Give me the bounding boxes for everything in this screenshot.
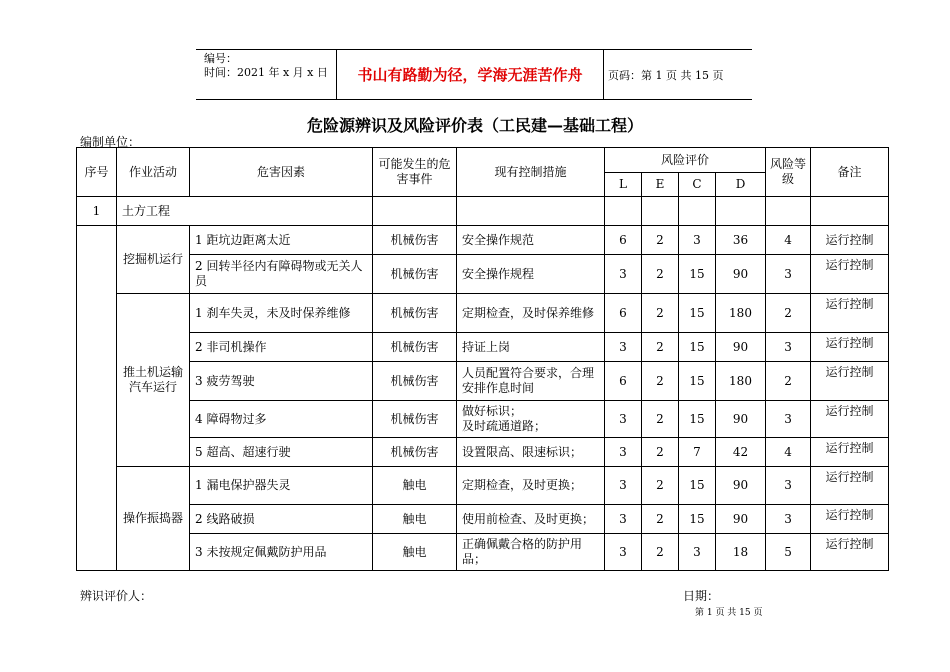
code-label: 编号：	[204, 52, 237, 65]
C-cell: 15	[679, 467, 716, 505]
page-label: 页码：第 1 页 共 15 页	[608, 68, 724, 82]
measure-cell: 定期检查，及时保养维修	[457, 294, 605, 333]
E-cell: 2	[642, 401, 679, 438]
measure-cell: 持证上岗	[457, 333, 605, 362]
E-cell: 2	[642, 255, 679, 294]
event-cell: 机械伤害	[373, 438, 457, 467]
hazard-cell: 2 回转半径内有障碍物或无关人员	[190, 255, 373, 294]
table-row	[77, 505, 889, 534]
level-cell: 3	[766, 401, 811, 438]
L-cell: 3	[605, 534, 642, 571]
C-cell: 15	[679, 255, 716, 294]
C-cell: 15	[679, 505, 716, 534]
section-name: 土方工程	[117, 197, 373, 226]
note-cell: 运行控制	[811, 333, 889, 362]
level-cell: 3	[766, 505, 811, 534]
evaluator-label: 辨识评价人：	[80, 589, 153, 603]
measure-cell: 安全操作规范	[457, 226, 605, 255]
event-cell: 触电	[373, 505, 457, 534]
E-cell: 2	[642, 294, 679, 333]
level-cell: 3	[766, 333, 811, 362]
hazard-cell: 4 障碍物过多	[190, 401, 373, 438]
table-row	[77, 534, 889, 571]
hazard-cell: 2 非司机操作	[190, 333, 373, 362]
D-cell: 180	[716, 362, 766, 401]
header-note: 备注	[811, 148, 889, 197]
table-row	[77, 467, 889, 505]
header-risk-eval: 风险评价	[605, 148, 766, 173]
D-cell: 90	[716, 401, 766, 438]
note-cell: 运行控制	[811, 534, 889, 571]
unit-label: 编制单位：	[80, 135, 141, 149]
D-cell: 90	[716, 333, 766, 362]
C-cell: 3	[679, 534, 716, 571]
C-cell: 3	[679, 226, 716, 255]
header-hazard: 危害因素	[190, 148, 373, 197]
level-cell: 2	[766, 362, 811, 401]
L-cell: 6	[605, 362, 642, 401]
event-cell: 机械伤害	[373, 401, 457, 438]
level-cell: 3	[766, 255, 811, 294]
D-cell: 90	[716, 505, 766, 534]
date-label: 日期：	[683, 589, 720, 603]
note-cell: 运行控制	[811, 255, 889, 294]
hazard-cell: 1 漏电保护器失灵	[190, 467, 373, 505]
note-cell: 运行控制	[811, 362, 889, 401]
hazard-cell: 5 超高、超速行驶	[190, 438, 373, 467]
activity-cell: 挖掘机运行	[117, 226, 190, 294]
table-row	[77, 294, 889, 333]
table-row	[77, 362, 889, 401]
L-cell: 3	[605, 467, 642, 505]
E-cell: 2	[642, 438, 679, 467]
measure-cell: 定期检查，及时更换；	[457, 467, 605, 505]
measure-cell: 使用前检查、及时更换；	[457, 505, 605, 534]
hazard-cell: 1 刹车失灵，未及时保养维修	[190, 294, 373, 333]
header-E: E	[642, 173, 679, 197]
level-cell: 5	[766, 534, 811, 571]
C-cell: 15	[679, 333, 716, 362]
time-label: 时间：2021 年 x 月 x 日	[204, 66, 328, 79]
hazard-cell: 3 疲劳驾驶	[190, 362, 373, 401]
hazard-cell: 1 距坑边距离太近	[190, 226, 373, 255]
risk-table	[76, 147, 889, 571]
L-cell: 3	[605, 333, 642, 362]
measure-cell: 人员配置符合要求，合理安排作息时间	[457, 362, 605, 401]
C-cell: 7	[679, 438, 716, 467]
measure-cell: 安全操作规程	[457, 255, 605, 294]
table-row	[77, 255, 889, 294]
page-number: 第 1 页 共 15 页	[695, 608, 763, 618]
header-level: 风险等级	[766, 148, 811, 197]
L-cell: 6	[605, 294, 642, 333]
level-cell: 3	[766, 467, 811, 505]
note-cell: 运行控制	[811, 438, 889, 467]
header-C: C	[679, 173, 716, 197]
event-cell: 机械伤害	[373, 362, 457, 401]
note-cell: 运行控制	[811, 294, 889, 333]
D-cell: 180	[716, 294, 766, 333]
header-L: L	[605, 173, 642, 197]
activity-cell: 推土机运输汽车运行	[117, 294, 190, 467]
event-cell: 机械伤害	[373, 333, 457, 362]
table-row	[77, 226, 889, 255]
L-cell: 3	[605, 505, 642, 534]
E-cell: 2	[642, 534, 679, 571]
level-cell: 2	[766, 294, 811, 333]
D-cell: 42	[716, 438, 766, 467]
activity-cell: 操作振捣器	[117, 467, 190, 571]
hazard-cell: 2 线路破损	[190, 505, 373, 534]
header-activity: 作业活动	[117, 148, 190, 197]
event-cell: 触电	[373, 467, 457, 505]
L-cell: 3	[605, 401, 642, 438]
document-header	[196, 49, 752, 100]
measure-cell: 正确佩戴合格的防护用品；	[457, 534, 605, 571]
table-row	[77, 333, 889, 362]
C-cell: 15	[679, 294, 716, 333]
E-cell: 2	[642, 505, 679, 534]
header-info	[196, 50, 336, 99]
header-D: D	[716, 173, 766, 197]
section-no: 1	[77, 197, 117, 226]
L-cell: 3	[605, 255, 642, 294]
note-cell: 运行控制	[811, 467, 889, 505]
note-cell: 运行控制	[811, 505, 889, 534]
E-cell: 2	[642, 467, 679, 505]
table-row	[77, 438, 889, 467]
page-title: 危险源辨识及风险评价表（工民建—基础工程）	[306, 116, 643, 135]
table-header-row	[77, 148, 889, 173]
E-cell: 2	[642, 362, 679, 401]
header-measure: 现有控制措施	[457, 148, 605, 197]
table-row	[77, 401, 889, 438]
event-cell: 触电	[373, 534, 457, 571]
D-cell: 18	[716, 534, 766, 571]
level-cell: 4	[766, 226, 811, 255]
C-cell: 15	[679, 401, 716, 438]
D-cell: 90	[716, 467, 766, 505]
C-cell: 15	[679, 362, 716, 401]
L-cell: 6	[605, 226, 642, 255]
L-cell: 3	[605, 438, 642, 467]
event-cell: 机械伤害	[373, 226, 457, 255]
header-no: 序号	[77, 148, 117, 197]
E-cell: 2	[642, 226, 679, 255]
motto-text: 书山有路勤为径，学海无涯苦作舟	[336, 50, 604, 99]
note-cell: 运行控制	[811, 401, 889, 438]
E-cell: 2	[642, 333, 679, 362]
measure-cell: 做好标识； 及时疏通道路；	[457, 401, 605, 438]
hazard-cell: 3 未按规定佩戴防护用品	[190, 534, 373, 571]
level-cell: 4	[766, 438, 811, 467]
header-event: 可能发生的危害事件	[373, 148, 457, 197]
measure-cell: 设置限高、限速标识；	[457, 438, 605, 467]
D-cell: 36	[716, 226, 766, 255]
note-cell: 运行控制	[811, 226, 889, 255]
section-row	[77, 197, 889, 226]
D-cell: 90	[716, 255, 766, 294]
event-cell: 机械伤害	[373, 294, 457, 333]
event-cell: 机械伤害	[373, 255, 457, 294]
